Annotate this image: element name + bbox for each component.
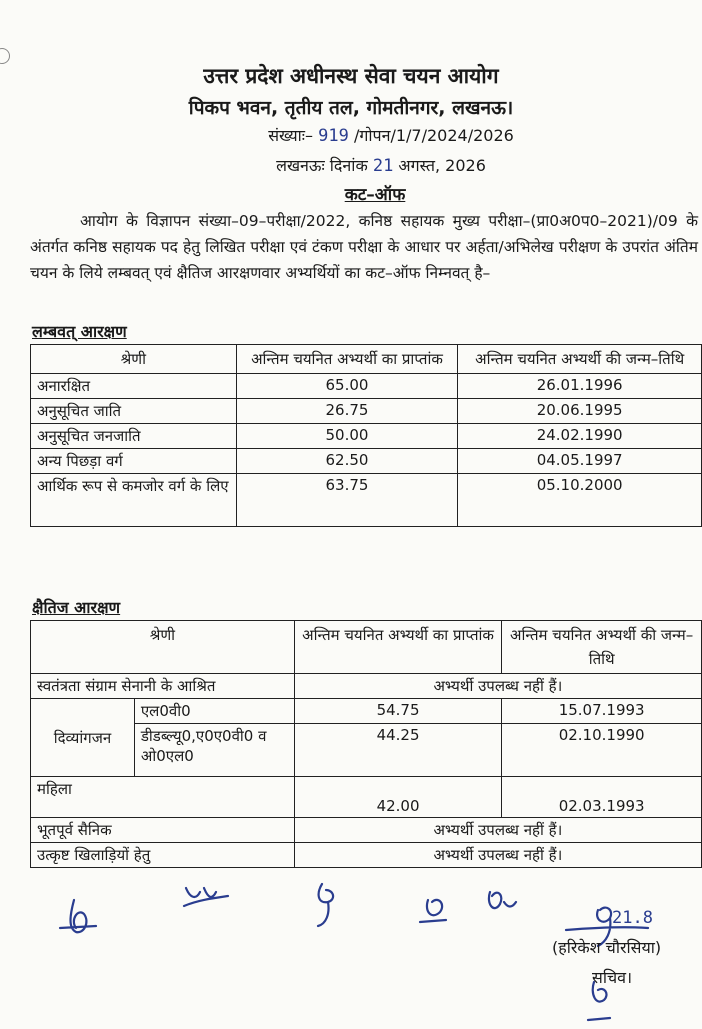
organization-name: उत्तर प्रदेश अधीनस्थ सेवा चयन आयोग xyxy=(203,64,499,88)
reference-number: 919 xyxy=(318,126,349,146)
table-row xyxy=(31,399,702,424)
row-marks: 42.00 xyxy=(294,777,502,818)
date-day: 21 xyxy=(372,156,394,176)
initial-mark xyxy=(489,892,516,908)
row-note: अभ्यर्थी उपलब्ध नहीं हैं। xyxy=(294,674,701,699)
header-marks: अन्तिम चयनित अभ्यर्थी का प्राप्तांक xyxy=(236,345,458,374)
body-paragraph-text: आयोग के विज्ञापन संख्या–09–परीक्षा/2022, कनिष्ठ सहायक मुख्य परीक्षा–(प्रा0अ0प0–2021)/09 के अंतर्गत कनिष्ठ सहायक पद हेतु लिखित परीक्षा एवं टंकण परीक्षा के आधार पर अर्हता/अभिलेख परीक्षण के उपरांत अंतिम चयन के लिये लम्बवत् एवं क्षैतिज आरक्षणवार अभ्यर्थियों का कट–ऑफ निम्नवत् है– xyxy=(30,212,698,282)
row-category: स्वतंत्रता संग्राम सेनानी के आश्रित xyxy=(31,674,295,699)
row-dob: 26.01.1996 xyxy=(458,374,702,399)
row-marks: 63.75 xyxy=(236,474,458,527)
date-prefix: लखनऊः दिनांक xyxy=(276,156,368,175)
header-category: श्रेणी xyxy=(31,621,295,674)
row-marks: 44.25 xyxy=(294,724,502,777)
table-header-row xyxy=(31,621,702,674)
row-category: अनुसूचित जनजाति xyxy=(31,424,237,449)
date-line xyxy=(30,154,702,176)
table-row xyxy=(31,818,702,843)
row-category: अनुसूचित जाति xyxy=(31,399,237,424)
row-category: अनारक्षित xyxy=(31,374,237,399)
row-marks: 26.75 xyxy=(236,399,458,424)
divyang-label: दिव्यांगजन xyxy=(31,699,135,777)
row-subcategory: डीडब्ल्यू0,ए0ए0वी0 व ओ0एल0 xyxy=(134,724,294,777)
row-marks: 65.00 xyxy=(236,374,458,399)
table-row xyxy=(31,424,702,449)
table-row xyxy=(31,674,702,699)
row-dob: 15.07.1993 xyxy=(502,699,702,724)
row-note: अभ्यर्थी उपलब्ध नहीं हैं। xyxy=(294,818,701,843)
document-title: कट–ऑफ xyxy=(344,185,406,205)
row-dob: 02.10.1990 xyxy=(502,724,702,777)
reference-suffix: /गोपन/1/7/2024/2026 xyxy=(353,126,514,145)
horizontal-reservation-title: क्षैतिज आरक्षण xyxy=(32,598,121,617)
header-dob: अन्तिम चयनित अभ्यर्थी की जन्म–तिथि xyxy=(502,621,702,674)
handwritten-date: 21.8 xyxy=(612,908,653,928)
signatory-post: सचिव। xyxy=(592,968,633,987)
table-row xyxy=(31,777,702,818)
initial-mark xyxy=(184,888,228,906)
row-subcategory: एल0वी0 xyxy=(134,699,294,724)
table-row xyxy=(31,699,702,724)
header-dob: अन्तिम चयनित अभ्यर्थी की जन्म–तिथि xyxy=(458,345,702,374)
header-marks: अन्तिम चयनित अभ्यर्थी का प्राप्तांक xyxy=(294,621,502,674)
table-row xyxy=(31,474,702,527)
header-category: श्रेणी xyxy=(31,345,237,374)
row-category: भूतपूर्व सैनिक xyxy=(31,818,295,843)
row-dob: 20.06.1995 xyxy=(458,399,702,424)
row-category: आर्थिक रूप से कमजोर वर्ग के लिए xyxy=(31,474,237,527)
date-suffix: अगस्त, 2026 xyxy=(398,156,486,175)
row-category: अन्य पिछड़ा वर्ग xyxy=(31,449,237,474)
table-row xyxy=(31,374,702,399)
row-dob: 02.03.1993 xyxy=(502,777,702,818)
reference-line xyxy=(40,124,702,146)
table-row xyxy=(31,449,702,474)
row-marks: 50.00 xyxy=(236,424,458,449)
horizontal-reservation-table xyxy=(30,620,702,868)
initial-mark xyxy=(420,900,446,922)
vertical-reservation-title: लम्बवत् आरक्षण xyxy=(32,322,127,341)
signatory-name: (हरिकेश चौरसिया) xyxy=(552,938,662,957)
table-header-row xyxy=(31,345,702,374)
row-dob: 24.02.1990 xyxy=(458,424,702,449)
row-marks: 54.75 xyxy=(294,699,502,724)
row-dob: 05.10.2000 xyxy=(458,474,702,527)
reference-prefix: संख्याः– xyxy=(268,126,314,145)
row-marks: 62.50 xyxy=(236,449,458,474)
row-note: अभ्यर्थी उपलब्ध नहीं हैं। xyxy=(294,843,701,868)
row-category: महिला xyxy=(31,777,295,818)
initial-mark xyxy=(318,884,333,926)
vertical-reservation-table xyxy=(30,344,702,527)
organization-address: पिकप भवन, तृतीय तल, गोमतीनगर, लखनऊ। xyxy=(188,97,514,119)
initial-mark xyxy=(60,900,96,932)
row-dob: 04.05.1997 xyxy=(458,449,702,474)
body-paragraph xyxy=(30,208,698,286)
table-row xyxy=(31,843,702,868)
row-category: उत्कृष्ट खिलाड़ियों हेतु xyxy=(31,843,295,868)
